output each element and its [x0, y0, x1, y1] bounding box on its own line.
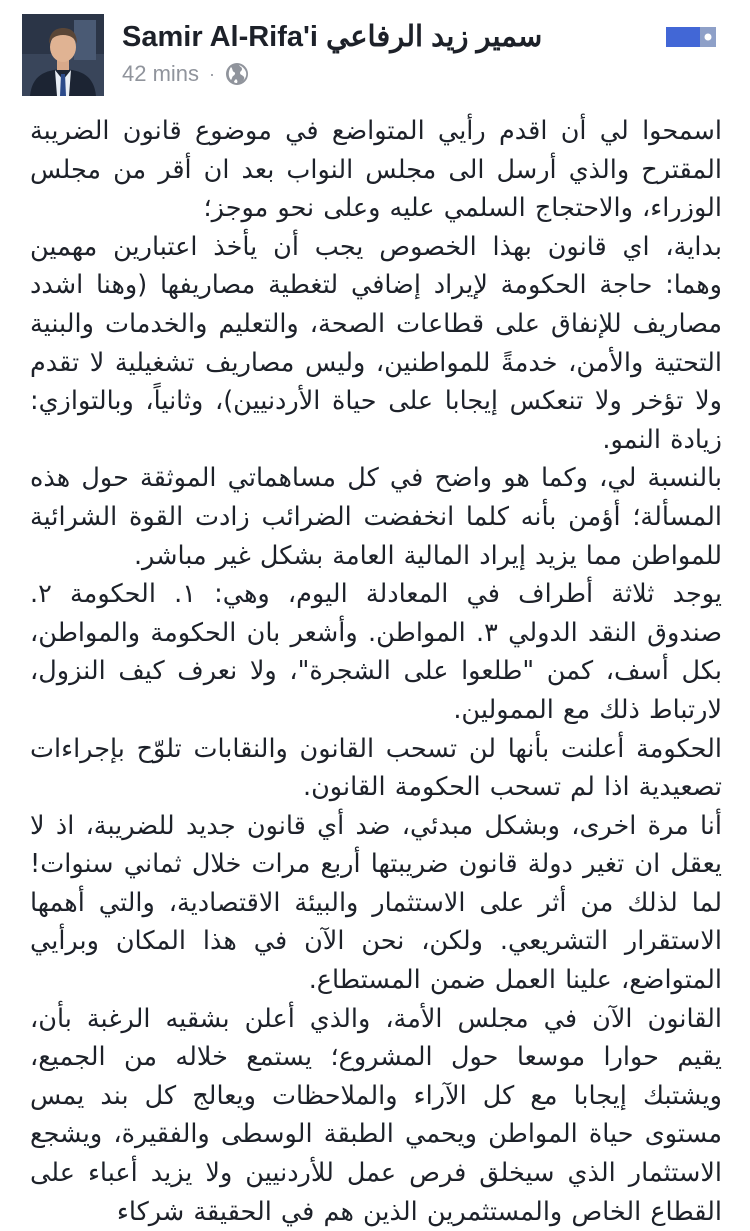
post-options-icon[interactable] [666, 26, 716, 48]
meta-separator: · [209, 64, 216, 84]
author-avatar[interactable] [22, 14, 104, 96]
profile-photo-icon [22, 14, 104, 96]
post-text: اسمحوا لي أن اقدم رأيي المتواضع في موضوع قانون الضريبة المقترح والذي أرسل الى مجلس النواب بعد ان أقر من مجلس الوزراء، والاحتجاج السلمي عليه وعلى نحو موجز؛ بداية، اي قانون بهذا الخصوص يجب أن يأخذ اعتبارين مهمين وهما: حاجة الحكومة لإيراد إضافي لتغطية مصاريفها (وهنا اشدد مصاريف للإنفاق على قطاعات الصحة، والتعليم والخدمات والبنية التحتية والأمن، خدمةً للمواطنين، وليس مصاريف تشغيلية لا تقدم ولا تؤخر ولا تنعكس إيجابا على حياة الأردنيين)، وثانياً، وبالتوازي: زيادة النمو. بالنسبة لي، وكما هو واضح في كل مساهماتي الموثقة حول هذه المسألة؛ أؤمن بأنه كلما انخفضت الضرائب زادت القوة الشرائية للمواطن مما يزيد إيراد المالية العامة بشكل غير مباشر. يوجد ثلاثة أطراف في المعادلة اليوم، وهي: ١. الحكومة ٢. صندوق النقد الدولي ٣. المواطن. وأشعر بان الحكومة والمواطن، بكل أسف، كمن "طلعوا على الشجرة"، ولا نعرف كيف النزول، لارتباط ذلك مع الممولين. الحكومة أعلنت بأنها لن تسحب القانون والنقابات تلوّح بإجراءات تصعيدية اذا لم تسحب الحكومة القانون. أنا مرة اخرى، وبشكل مبدئي، ضد أي قانون جديد للضريبة، اذ لا يعقل ان تغير دولة قانون ضريبتها أربع مرات خلال ثماني سنوات! لما لذلك من أثر على الاستثمار والبيئة الاقتصادية، والتي أهمها الاستقرار التشريعي. ولكن، نحن الآن في هذا المكان وبرأيي المتواضع، علينا العمل ضمن المستطاع. القانون الآن في مجلس الأمة، والذي أعلن بشقيه الرغبة بأن، يقيم حوارا موسعا حول المشروع؛ يستمع خلاله من الجميع، ويشتبك إيجابا مع كل الآراء والملاحظات ويعالج كل بند يمس مستوى حياة المواطن ويحمي الطبقة الوسطى والفقيرة، ويشجع الاستثمار الذي سيخلق فرص عمل للأردنيين ولا يزيد أعباء على القطاع الخاص والمستثمرين الذين هم في الحقيقة شركاء [30, 116, 723, 1227]
globe-icon[interactable] [225, 62, 249, 86]
author-name[interactable]: Samir Al-Rifa'i سمير زيد الرفاعي [122, 21, 543, 53]
post-timestamp[interactable]: 42 mins [122, 61, 200, 86]
post-meta [122, 60, 249, 88]
post-body [0, 108, 750, 1227]
post-header [0, 0, 750, 108]
